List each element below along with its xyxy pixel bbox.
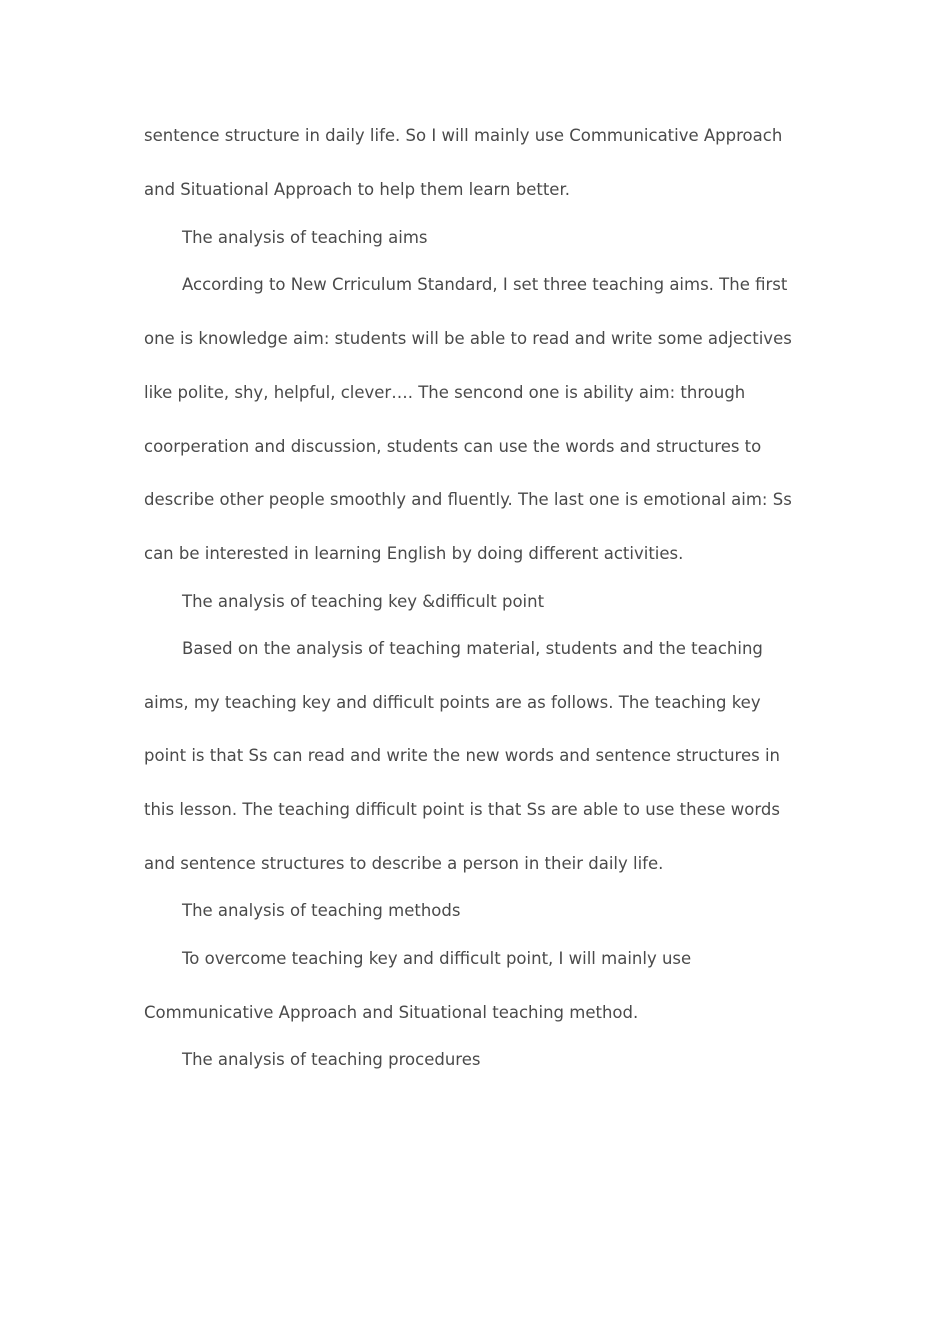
- section-heading-key-difficult-point: The analysis of teaching key &difficult point: [182, 592, 545, 611]
- section-heading-teaching-aims: The analysis of teaching aims: [182, 228, 428, 247]
- paragraph-line: this lesson. The teaching difficult point is that Ss are able to use these words: [144, 800, 780, 819]
- paragraph-line: sentence structure in daily life. So I will mainly use Communicative Approach: [144, 126, 783, 145]
- paragraph-line: aims, my teaching key and difficult points are as follows. The teaching key: [144, 693, 761, 712]
- paragraph-line: one is knowledge aim: students will be able to read and write some adjectives: [144, 329, 792, 348]
- paragraph-line: According to New Crriculum Standard, I set three teaching aims. The first: [182, 275, 788, 294]
- section-heading-teaching-procedures: The analysis of teaching procedures: [182, 1050, 481, 1069]
- section-heading-teaching-methods: The analysis of teaching methods: [182, 901, 461, 920]
- paragraph-line: can be interested in learning English by doing different activities.: [144, 544, 684, 563]
- paragraph-line: To overcome teaching key and difficult point, I will mainly use: [182, 949, 692, 968]
- paragraph-line: Based on the analysis of teaching material, students and the teaching: [182, 639, 763, 658]
- paragraph-line: and Situational Approach to help them learn better.: [144, 180, 570, 199]
- paragraph-line: and sentence structures to describe a person in their daily life.: [144, 854, 664, 873]
- paragraph-line: like polite, shy, helpful, clever…. The sencond one is ability aim: through: [144, 383, 746, 402]
- paragraph-line: point is that Ss can read and write the new words and sentence structures in: [144, 746, 780, 765]
- paragraph-line: Communicative Approach and Situational teaching method.: [144, 1003, 639, 1022]
- paragraph-line: describe other people smoothly and fluently. The last one is emotional aim: Ss: [144, 490, 792, 509]
- paragraph-line: coorperation and discussion, students can use the words and structures to: [144, 437, 762, 456]
